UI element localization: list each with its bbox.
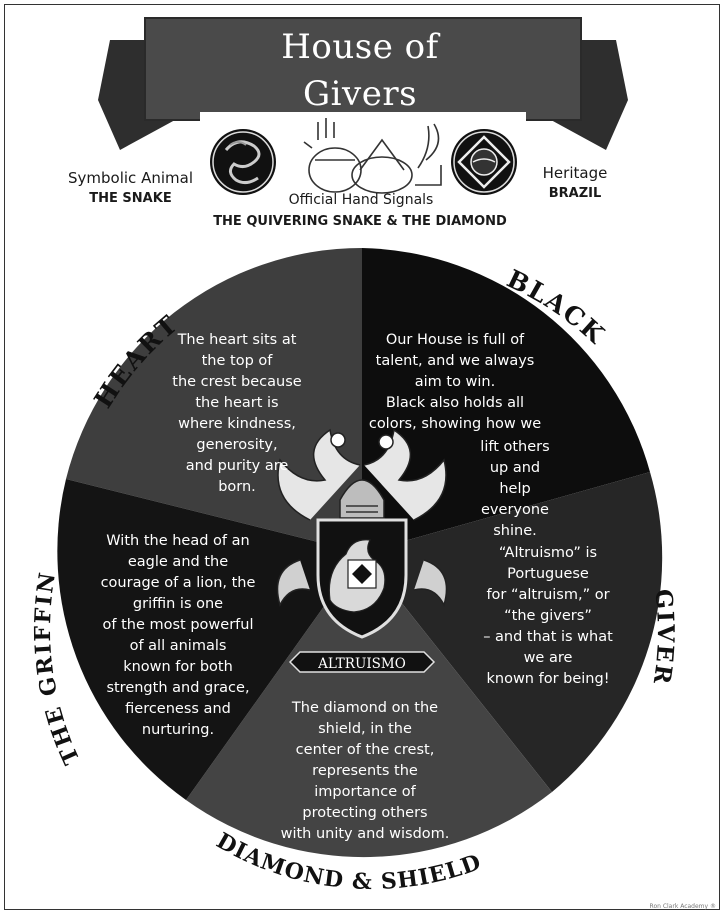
segment-giver-line: Portuguese	[507, 566, 589, 582]
segment-heart-line: The heart sits at	[177, 332, 297, 348]
segment-heart-line: the top of	[201, 353, 273, 369]
segment-heart-line: the crest because	[172, 374, 302, 390]
segment-heart-line: generosity,	[196, 437, 278, 453]
segment-black-text	[360, 330, 550, 542]
heading-diamond: DIAMOND & SHIELD	[211, 827, 486, 896]
title-line-2: Givers	[302, 74, 418, 114]
heading-giver: GIVER	[647, 587, 679, 688]
segment-black-line: lift others up and	[480, 439, 550, 476]
segment-griffin-line: eagle and the	[127, 554, 229, 570]
segment-giver-line: “the givers”	[504, 608, 592, 624]
segment-heart-line: the heart is	[195, 395, 279, 411]
heading-griffin: THE GRIFFIN	[29, 569, 86, 769]
credit-note: Ron Clark Academy ®	[649, 903, 716, 910]
segment-diamond-line: protecting others	[302, 805, 428, 821]
segment-heart-text	[157, 330, 317, 498]
segment-griffin-line: griffin is one	[132, 596, 224, 612]
heading-black: BLACK	[502, 264, 612, 351]
segment-griffin-line: of the most powerful	[102, 617, 254, 633]
segment-griffin-line: of all animals	[129, 638, 227, 654]
segment-diamond-line: with unity and wisdom.	[280, 826, 450, 842]
segment-griffin-line: With the head of an	[106, 533, 250, 549]
heritage-value: BRAZIL	[548, 186, 602, 201]
segment-diamond-line: represents the	[312, 763, 418, 779]
segment-diamond-line: shield, in the	[318, 721, 412, 737]
segment-black-line: aim to win.	[414, 374, 496, 390]
segment-griffin-line: nurturing.	[141, 722, 215, 738]
heritage-label: Heritage	[542, 164, 608, 182]
segment-diamond-line: importance of	[314, 784, 416, 800]
segment-griffin-text	[88, 531, 268, 741]
segment-heart-line: where kindness,	[178, 416, 296, 432]
segment-black-line: help everyone shine.	[481, 481, 549, 539]
symbolic-animal-value: THE SNAKE	[89, 191, 172, 206]
segment-heart-line: born.	[218, 479, 256, 495]
segment-giver-line: “Altruismo” is	[498, 545, 598, 561]
segment-griffin-line: strength and grace,	[106, 680, 250, 696]
flower-icon	[331, 433, 345, 447]
segment-black-line: Our House is full of	[385, 332, 525, 348]
segment-giver-line: we are	[523, 650, 573, 666]
segment-black-line: talent, and we always	[375, 353, 535, 369]
segment-giver-line: known for being!	[486, 671, 610, 687]
segment-giver-text	[468, 543, 628, 690]
segment-giver-line: – and that is what	[483, 629, 613, 645]
segment-diamond-line: center of the crest,	[295, 742, 435, 758]
crest-motto: ALTRUISMO	[318, 656, 406, 672]
segment-diamond-line: The diamond on the	[291, 700, 439, 716]
hand-signals-label: Official Hand Signals	[288, 192, 434, 208]
symbolic-animal-label: Symbolic Animal	[68, 169, 193, 187]
hand-signals-value: THE QUIVERING SNAKE & THE DIAMOND	[213, 214, 507, 229]
title-line-1: House of	[281, 27, 439, 67]
segment-black-line: colors, showing how we	[368, 416, 542, 432]
heading-heart: HEART	[88, 308, 185, 414]
segment-griffin-line: known for both	[123, 659, 233, 675]
segment-diamond-text	[265, 698, 465, 845]
segment-griffin-line: fierceness and	[125, 701, 231, 717]
segment-heart-line: and purity are	[185, 458, 289, 474]
segment-giver-line: for “altruism,” or	[486, 587, 610, 603]
segment-griffin-line: courage of a lion, the	[100, 575, 256, 591]
segment-black-line: Black also holds all	[385, 395, 525, 411]
